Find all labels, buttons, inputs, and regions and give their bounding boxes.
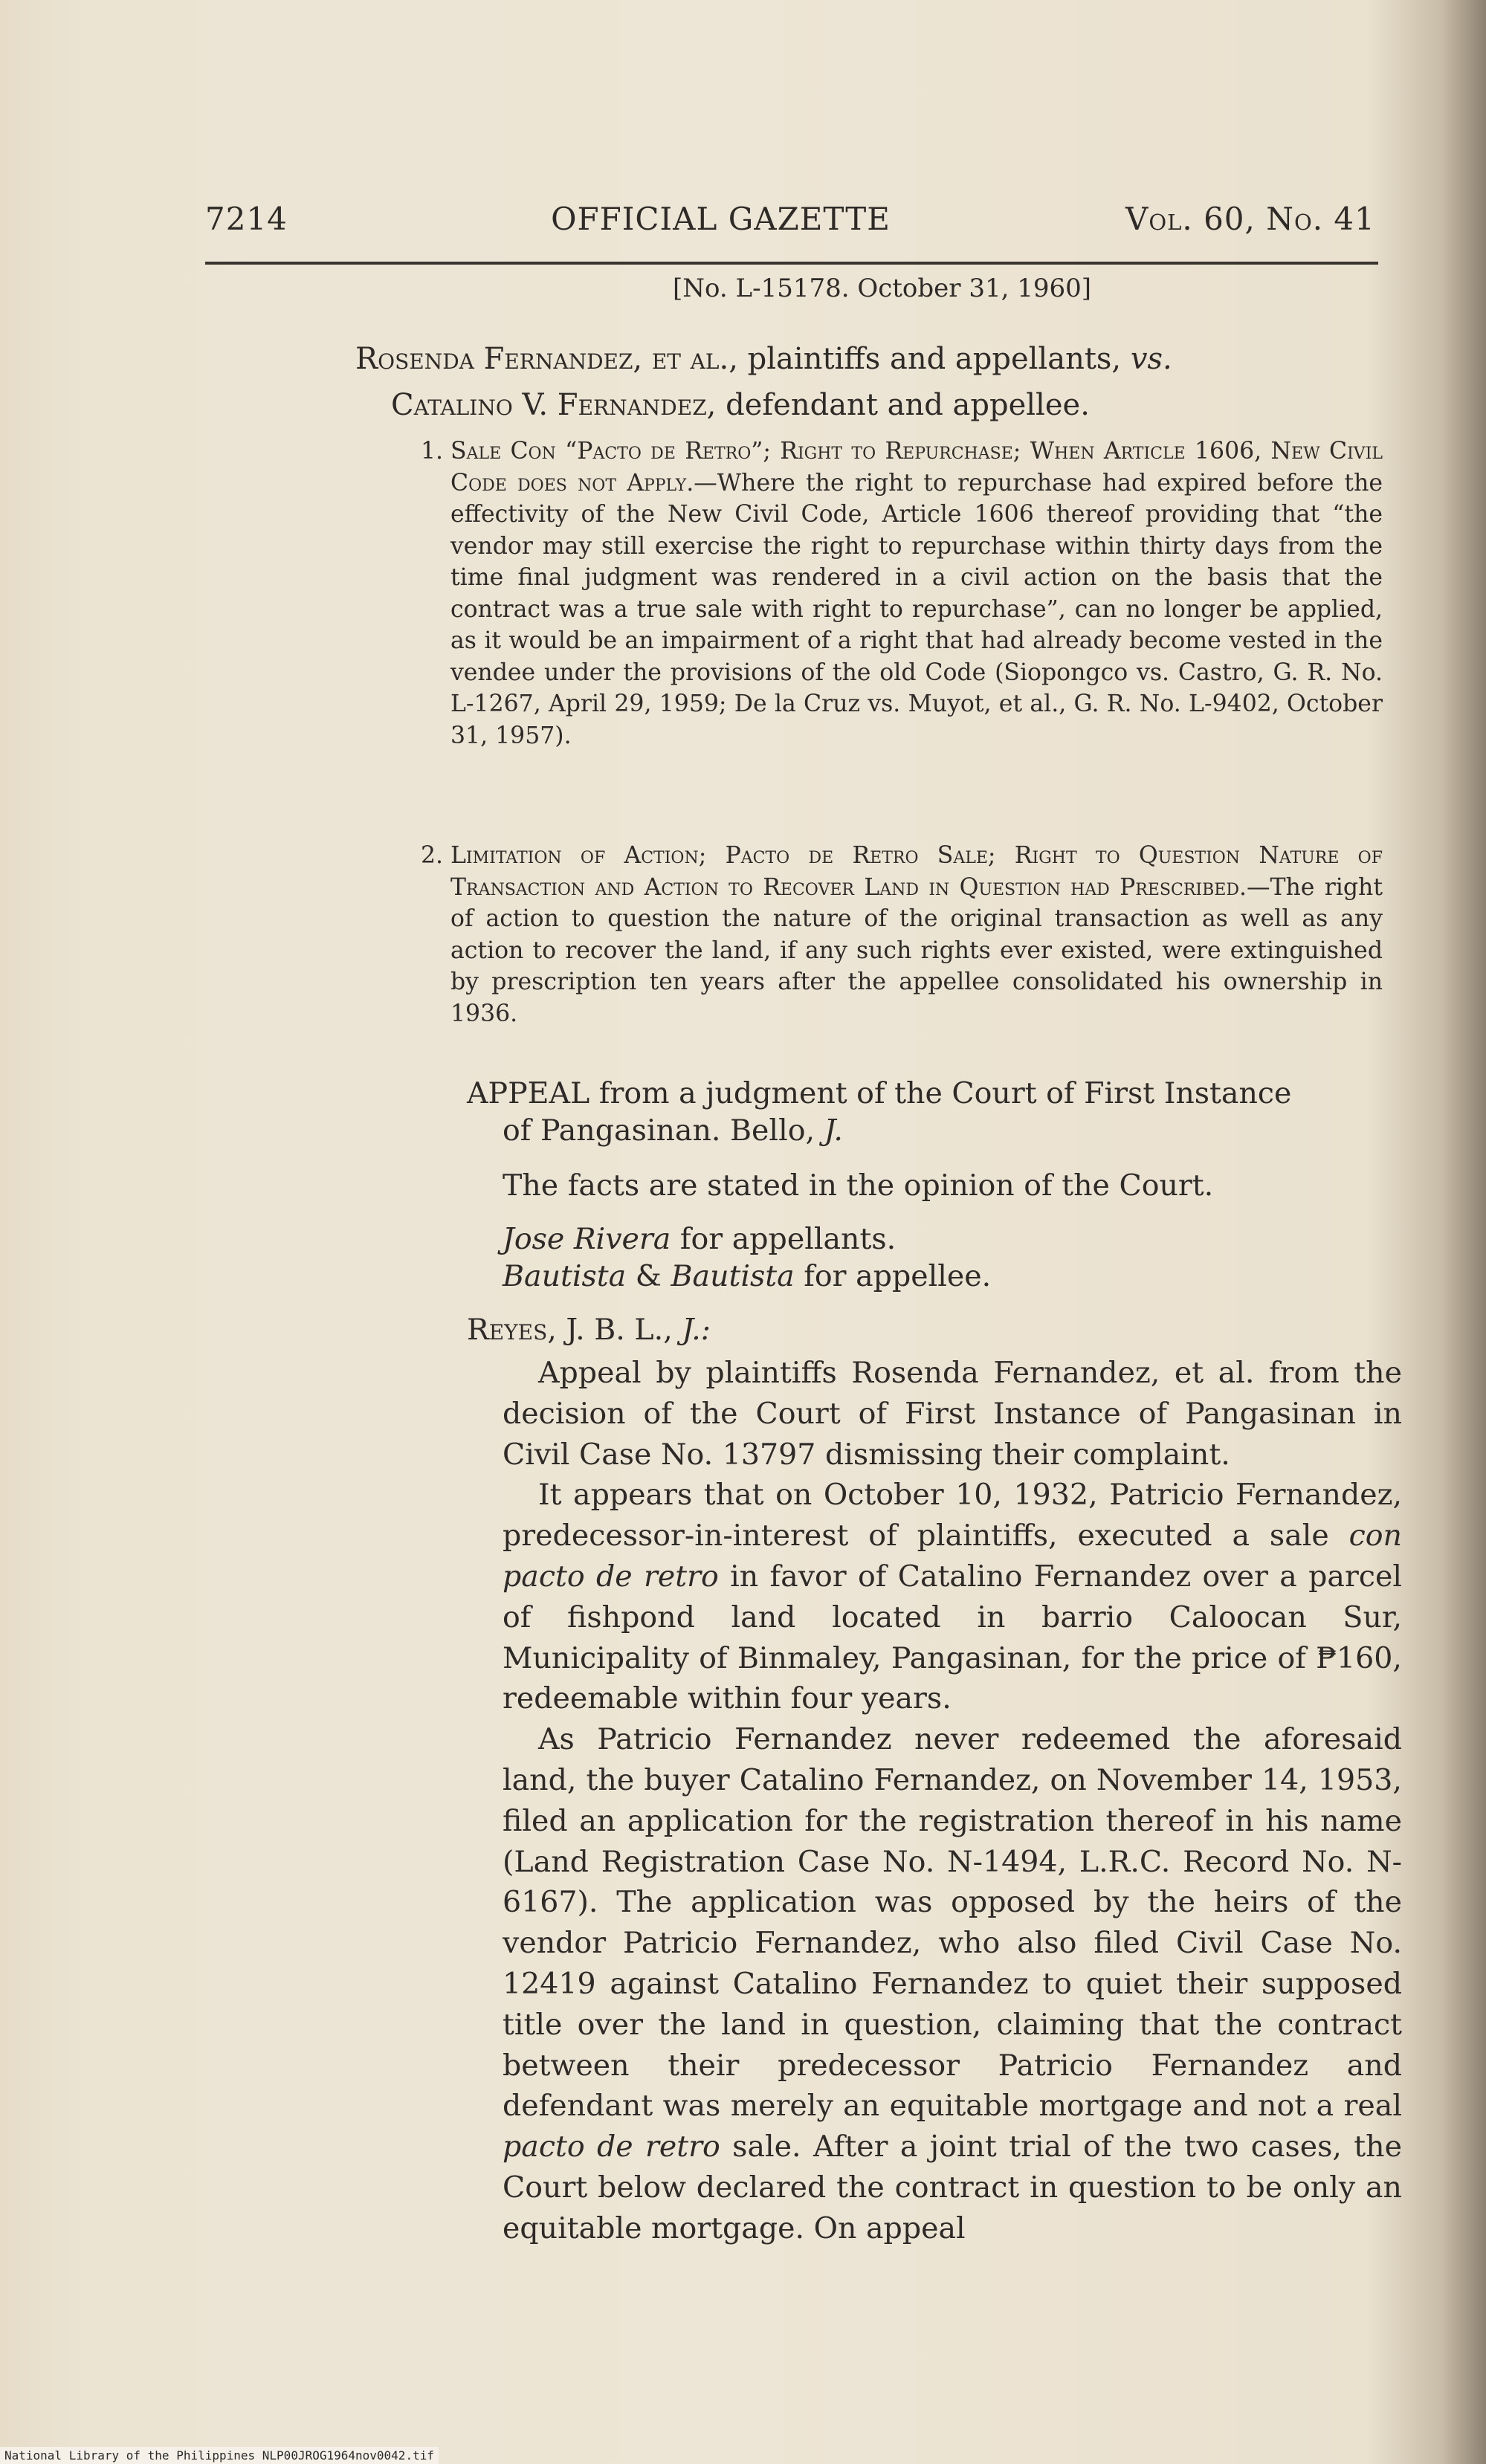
paragraph-3: As Patricio Fernandez never redeemed the aforesaid land, the buyer Catalino Fernandez, on November 14, 1953, filed an application for the registration thereof in his name (Land Registration Case No. N-1494, L.R.C. Record No. N-6167). The application was opposed by the heirs of the vendor Patricio Fernandez, who also filed Civil Case No. 12419 against Catalino Fernandez to quiet their supposed title over the land in question, claiming that the contract between their predecessor Patricio Fernandez and defendant was merely an equitable mortgage and not a real pacto de retro sale. After a joint trial of the two cases, the Court below declared the contract in question to be only an equitable mortgage. On appeal (503, 1722, 1402, 2245)
appeal-line-2: of Pangasinan. Bello, J. (503, 1113, 843, 1148)
syllabus-number: 2. (421, 842, 444, 869)
plaintiff-role: , plaintiffs and appellants, (729, 342, 1131, 376)
syllabus-heading: Limitation of Action; Pacto de Retro Sale; Right to Question Nature of Transaction and Action to Recover Land in Question had Prescribed. (450, 842, 1383, 901)
publication-title: OFFICIAL GAZETTE (551, 201, 891, 237)
header-rule (205, 262, 1378, 265)
defendant-name: Catalino V. Fernandez (391, 388, 707, 422)
ponente: Reyes, J. B. L., J.: (467, 1313, 711, 1347)
page-number: 7214 (205, 201, 288, 237)
versus: vs. (1130, 342, 1172, 376)
decision-body (503, 1353, 1402, 2249)
counsel-appellee: Bautista & Bautista for appellee. (503, 1259, 992, 1293)
appeal-line: APPEAL from a judgment of the Court of First Instance (467, 1076, 1292, 1110)
paragraph-2: It appears that on October 10, 1932, Patricio Fernandez, predecessor-in-interest of plaintiffs, executed a sale con pacto de retro in favor of Catalino Fernandez over a parcel of fishpond land located in barrio Caloocan Sur, Municipality of Binmaley, Pangasinan, for the price of ₱160, redeemable within four years. (503, 1478, 1402, 1716)
facts-statement: The facts are stated in the opinion of the Court. (503, 1168, 1214, 1203)
defendant-role: , defendant and appellee. (706, 388, 1090, 422)
syllabus-number: 1. (421, 438, 444, 465)
syllabus-heading: Sale Con “Pacto de Retro”; Right to Repurchase; When Article 1606, New Civil Code does not Apply. (450, 438, 1383, 497)
syllabus-text: —The right of action to question the nature of the original transaction as well as any action to recover the land, if any such rights ever existed, were extinguished by prescription ten years after the appellee consolidated his ownership in 1936. (450, 873, 1383, 1027)
volume-issue: Vol. 60, No. 41 (1125, 201, 1375, 237)
counsel-appellants: Jose Rivera for appellants. (503, 1222, 897, 1256)
paragraph-1: Appeal by plaintiffs Rosenda Fernandez, et al. from the decision of the Court of First Instance of Pangasinan in Civil Case No. 13797 dismissing their complaint. (503, 1356, 1402, 1472)
case-parties (355, 336, 1411, 428)
scan-footer: National Library of the Philippines NLP00JROG1964nov0042.tif (0, 2447, 439, 2464)
syllabus-item-1 (421, 436, 1383, 751)
syllabus-item-2 (421, 840, 1383, 1029)
syllabus-text: —Where the right to repurchase had expired before the effectivity of the New Civil Code, Article 1606 thereof providing that “the vendor may still exercise the right to repurchase within thirty days from the time final judgment was rendered in a civil action on the basis that the contract was a true sale with right to repurchase”, can no longer be applied, as it would be an impairment of a right that had already become vested in the vendee under the provisions of the old Code (Siopongco vs. Castro, G. R. No. L-1267, April 29, 1959; De la Cruz vs. Muyot, et al., G. R. No. L-9402, October 31, 1957). (450, 469, 1383, 749)
case-number: [No. L-15178. October 31, 1960] (673, 274, 1092, 303)
plaintiff-name: Rosenda Fernandez, et al. (355, 342, 729, 376)
